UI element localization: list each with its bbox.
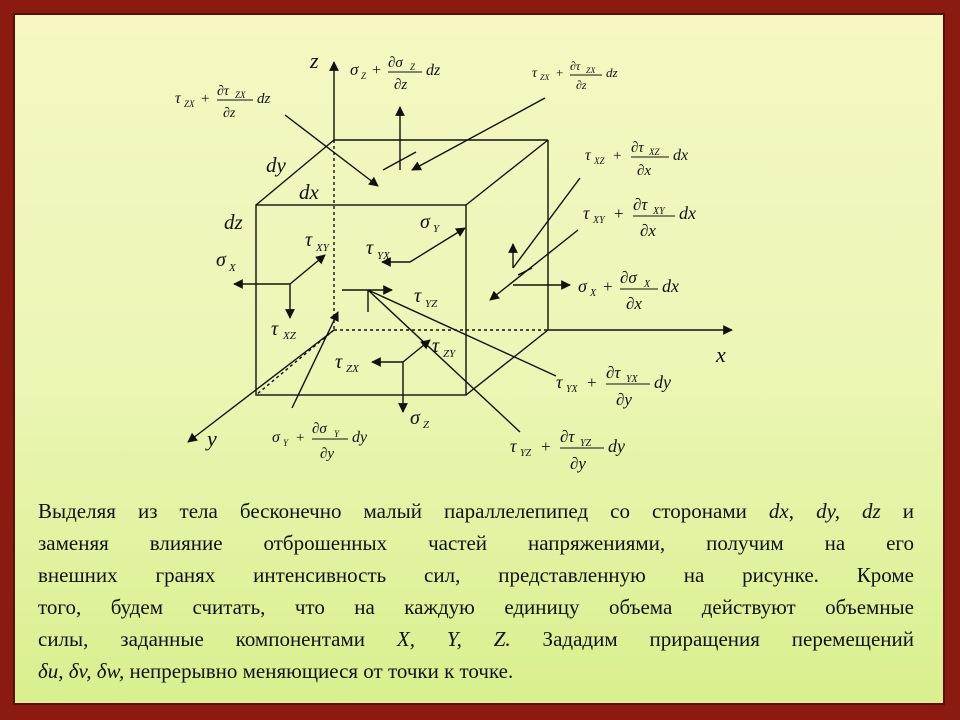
svg-text:XZ: XZ [283, 330, 296, 342]
svg-text:τ: τ [175, 90, 181, 107]
svg-text:∂σ: ∂σ [620, 268, 637, 287]
svg-text:σ: σ [420, 211, 430, 233]
svg-text:ZX: ZX [235, 90, 246, 100]
tau-xy-left-arrow [290, 255, 325, 284]
svg-text:∂z: ∂z [576, 78, 587, 92]
svg-text:+: + [372, 62, 382, 79]
sigma-x-label [216, 249, 237, 274]
svg-text:X: X [590, 288, 597, 299]
svg-text:τ: τ [366, 237, 374, 259]
svg-text:∂z: ∂z [394, 77, 408, 93]
svg-text:τ: τ [556, 372, 563, 392]
tau-yx-plus-leader [368, 290, 556, 376]
formula-sigma-x-plus [578, 268, 679, 313]
description-line-3: внешних гранях интенсивность сил, представленную на рисунке. Кроме [38, 563, 914, 587]
description-paragraph [38, 495, 914, 687]
svg-text:+: + [556, 65, 564, 80]
svg-text:+: + [201, 91, 210, 107]
svg-text:YZ: YZ [425, 298, 438, 310]
svg-text:σ: σ [410, 407, 420, 429]
svg-text:XZ: XZ [594, 156, 605, 166]
svg-text:+: + [587, 373, 597, 392]
svg-text:∂x: ∂x [626, 294, 642, 313]
svg-text:Z: Z [361, 71, 367, 81]
svg-text:∂τ: ∂τ [560, 427, 575, 446]
svg-text:ZY: ZY [443, 348, 456, 360]
tau-yz-plus-leader [368, 290, 520, 432]
svg-text:τ: τ [271, 318, 279, 340]
tau-zx-left-leader [285, 115, 378, 186]
svg-text:+: + [613, 148, 622, 164]
formula-tau-yx-plus [556, 363, 671, 409]
svg-text:τ: τ [585, 147, 591, 164]
svg-text:X: X [644, 279, 651, 290]
formula-sigma-y-plus [272, 421, 368, 462]
svg-text:Y: Y [433, 223, 440, 235]
edge-dx-label: dx [299, 180, 319, 204]
svg-text:τ: τ [335, 351, 343, 373]
formula-tau-xy-plus [583, 195, 696, 240]
svg-text:∂σ: ∂σ [312, 421, 327, 437]
svg-text:∂τ: ∂τ [606, 363, 621, 382]
svg-text:+: + [541, 437, 551, 456]
svg-text:τ: τ [414, 285, 422, 307]
edge-dy-label: dy [266, 153, 286, 177]
tau-zx-label [335, 351, 360, 375]
formula-tau-xz-plus [585, 140, 688, 179]
svg-text:X: X [229, 262, 236, 274]
svg-text:τ: τ [583, 203, 590, 223]
svg-text:+: + [296, 430, 305, 446]
svg-text:∂τ: ∂τ [570, 59, 581, 73]
description-line-5: силы, заданные компонентами X, Y, Z. Зададим приращения перемещений [38, 627, 914, 651]
cube-top-edge-right [466, 140, 548, 205]
svg-text:τ: τ [432, 335, 440, 357]
formula-tau-zx-left [175, 84, 271, 121]
svg-text:XY: XY [653, 206, 665, 217]
svg-text:∂τ: ∂τ [631, 140, 644, 156]
svg-text:Z: Z [410, 62, 416, 72]
svg-text:ZX: ZX [346, 363, 359, 375]
svg-text:Z: Z [423, 419, 430, 431]
svg-text:dx: dx [662, 276, 679, 296]
description-line-1: Выделяя из тела бесконечно малый параллелепипед со сторонами dx, dy, dz и [38, 499, 914, 523]
z-axis-label: z [310, 48, 319, 73]
svg-text:dz: dz [257, 91, 271, 107]
svg-text:∂z: ∂z [223, 106, 236, 121]
svg-text:ZX: ZX [586, 66, 596, 75]
svg-text:τ: τ [532, 66, 538, 81]
x-axis-label: x [716, 342, 726, 367]
sigma-z-label [410, 407, 430, 431]
tau-zy-label [432, 335, 457, 360]
svg-text:∂τ: ∂τ [217, 84, 229, 99]
svg-text:σ: σ [272, 429, 280, 446]
svg-text:XZ: XZ [649, 147, 660, 157]
tau-zx-right-leader [412, 98, 545, 170]
svg-text:∂σ: ∂σ [388, 55, 403, 71]
tau-yz-label [414, 285, 438, 310]
svg-text:∂y: ∂y [616, 390, 632, 409]
edge-dz-label: dz [224, 210, 243, 234]
formula-tau-yz-plus [510, 427, 625, 473]
formula-tau-zx-right [532, 59, 618, 92]
svg-text:ZX: ZX [184, 99, 195, 109]
svg-text:dy: dy [608, 436, 625, 456]
svg-text:+: + [614, 204, 624, 223]
svg-text:ZX: ZX [540, 73, 550, 82]
svg-text:dx: dx [673, 147, 689, 164]
svg-text:YX: YX [566, 384, 578, 395]
svg-text:+: + [603, 277, 613, 296]
svg-text:∂x: ∂x [637, 163, 652, 179]
svg-text:τ: τ [510, 436, 517, 456]
svg-text:dz: dz [426, 62, 441, 79]
svg-text:dx: dx [679, 203, 696, 223]
svg-text:σ: σ [578, 276, 587, 296]
y-axis-label: y [207, 426, 217, 451]
svg-text:σ: σ [350, 60, 359, 79]
description-line-4: того, будем считать, что на каждую единицу объема действуют объемные [38, 595, 914, 619]
right-face-tick [518, 268, 532, 275]
svg-text:∂y: ∂y [570, 454, 586, 473]
svg-text:σ: σ [216, 249, 226, 271]
sigma-y-label [420, 211, 441, 235]
svg-text:∂y: ∂y [320, 446, 335, 462]
svg-text:∂x: ∂x [640, 221, 656, 240]
svg-text:YX: YX [626, 374, 638, 385]
svg-text:τ: τ [305, 229, 313, 251]
tau-yx-label [366, 237, 391, 262]
svg-text:XY: XY [316, 242, 329, 254]
description-line-2: заменяя влияние отброшенных частей напряжениями, получим на его [38, 531, 914, 555]
svg-text:dy: dy [352, 429, 368, 446]
tau-xz-label [271, 318, 297, 342]
svg-text:YX: YX [377, 250, 390, 262]
svg-text:YZ: YZ [520, 448, 532, 459]
svg-text:∂τ: ∂τ [633, 195, 648, 214]
svg-text:dy: dy [654, 372, 671, 392]
formula-sigma-z-plus [350, 55, 441, 93]
tau-xy-label [305, 229, 331, 254]
svg-text:YZ: YZ [580, 438, 592, 449]
description-line-6: δu, δv, δw, непрерывно меняющиеся от точки к точке. [38, 659, 514, 683]
svg-text:dz: dz [606, 65, 618, 80]
svg-text:Y: Y [334, 429, 340, 439]
sigma-y-plus-leader [292, 312, 338, 408]
svg-text:Y: Y [283, 438, 289, 448]
svg-text:XY: XY [593, 215, 605, 226]
